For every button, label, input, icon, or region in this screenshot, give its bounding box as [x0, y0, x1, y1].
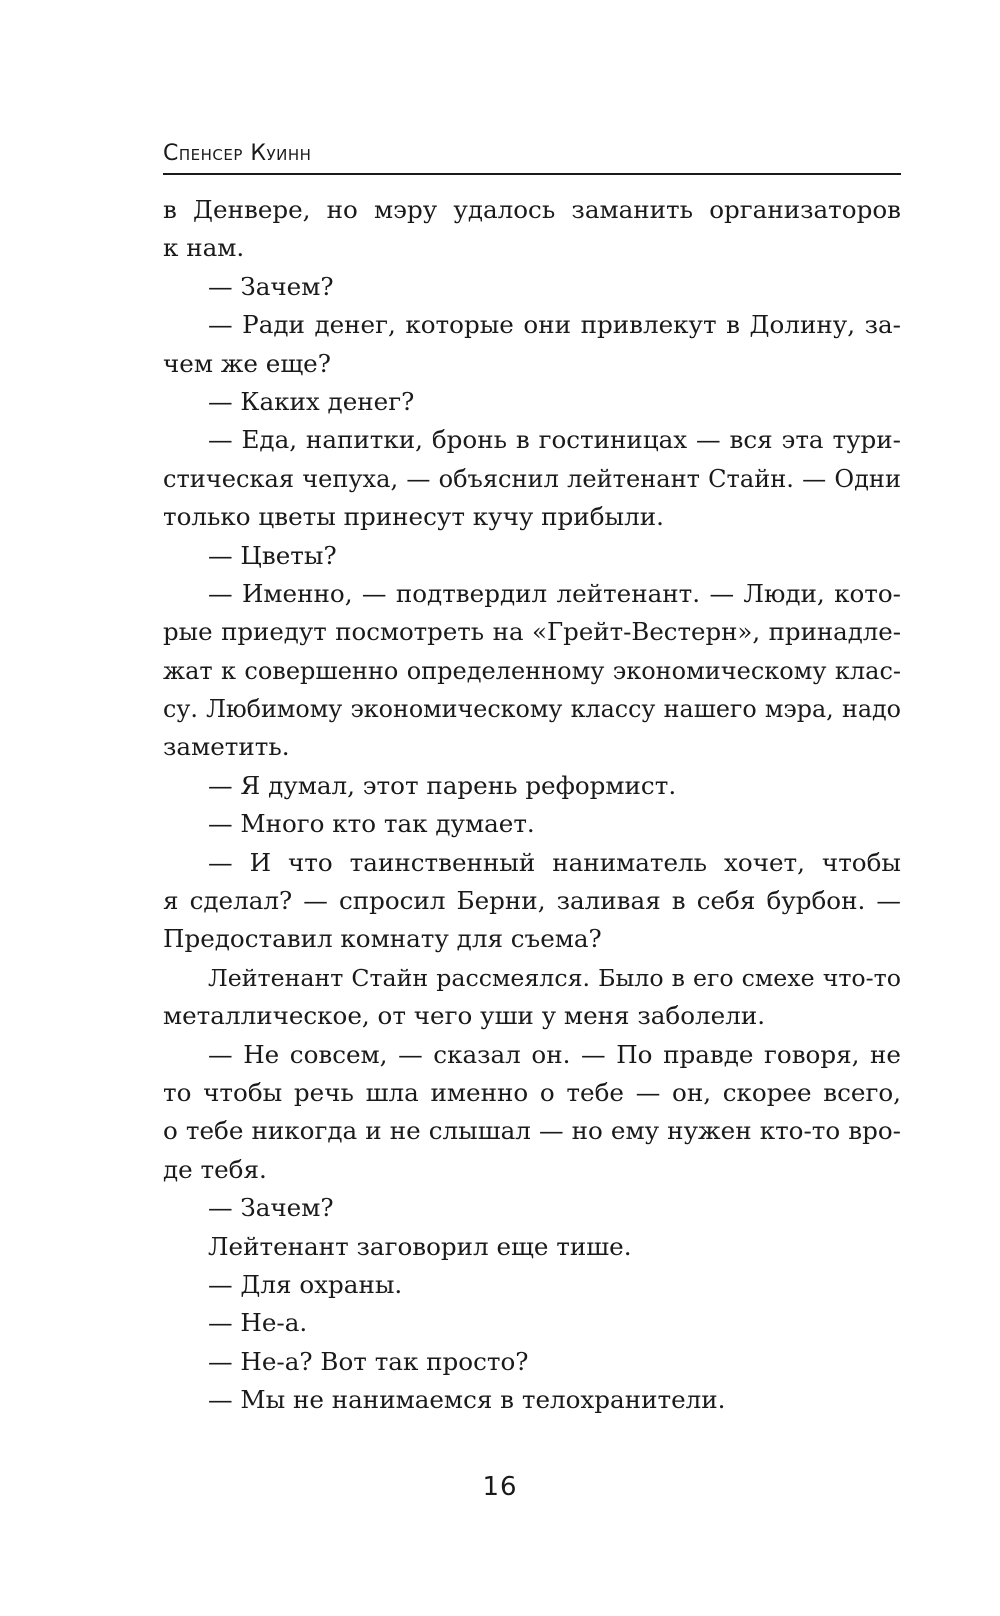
- text-line: — Мы не нанимаемся в телохранители.: [208, 1385, 726, 1415]
- text-line: — Зачем?: [208, 271, 334, 301]
- text-line: стическая чепуха, — объяснил лейтенант Стайн. — Одни: [163, 464, 901, 493]
- text-line: — Цветы?: [208, 540, 337, 570]
- text-line: Лейтенант Стайн рассмеялся. Было в его смехе что-то: [208, 963, 901, 992]
- running-header: [163, 135, 901, 175]
- text-line: чем же еще?: [163, 348, 331, 378]
- text-line: — Именно, — подтвердил лейтенант. — Люди, кото-: [208, 578, 901, 608]
- text-line: Лейтенант заговорил еще тише.: [208, 1231, 632, 1261]
- text-line: Предоставил комнату для съема?: [163, 924, 602, 954]
- text-line: — Еда, напитки, бронь в гостиницах — вся эта тури-: [208, 425, 901, 455]
- text-line: — Зачем?: [208, 1193, 334, 1223]
- text-line: рые приедут посмотреть на «Грейт-Вестерн», принадле-: [163, 617, 901, 647]
- body-text: [163, 191, 901, 1420]
- text-line: жат к совершенно определенному экономическому клас-: [163, 656, 901, 685]
- text-line: — Не-а.: [208, 1308, 308, 1338]
- text-line: су. Любимому экономическому классу нашего мэра, надо: [163, 695, 901, 724]
- text-line: металлическое, от чего уши у меня заболели.: [163, 1001, 766, 1031]
- text-line: только цветы принесут кучу прибыли.: [163, 502, 664, 532]
- text-line: — Для охраны.: [208, 1269, 403, 1299]
- running-title: Спенсер Куинн: [163, 141, 312, 166]
- text-line: — Я думал, этот парень реформист.: [208, 770, 677, 800]
- text-line: о тебе никогда и не слышал — но ему нужен кто-то вро-: [163, 1116, 901, 1146]
- text-line: — Не совсем, — сказал он. — По правде говоря, не: [208, 1039, 901, 1069]
- text-line: то чтобы речь шла именно о тебе — он, скорее всего,: [163, 1077, 901, 1107]
- text-line: — Не-а? Вот так просто?: [208, 1346, 529, 1376]
- text-line: в Денвере, но мэру удалось заманить организаторов: [163, 195, 901, 224]
- text-line: де тебя.: [163, 1154, 267, 1184]
- text-line: к нам.: [163, 233, 245, 263]
- text-line: — Каких денег?: [208, 386, 415, 416]
- text-line: — Много кто так думает.: [208, 809, 535, 839]
- text-line: заметить.: [163, 732, 290, 762]
- text-line: я сделал? — спросил Берни, заливая в себя бурбон. —: [163, 886, 901, 916]
- text-line: — И что таинственный наниматель хочет, чтобы: [208, 847, 901, 877]
- text-line: — Ради денег, которые они привлекут в Долину, за-: [208, 310, 901, 340]
- page-number: 16: [482, 1472, 518, 1502]
